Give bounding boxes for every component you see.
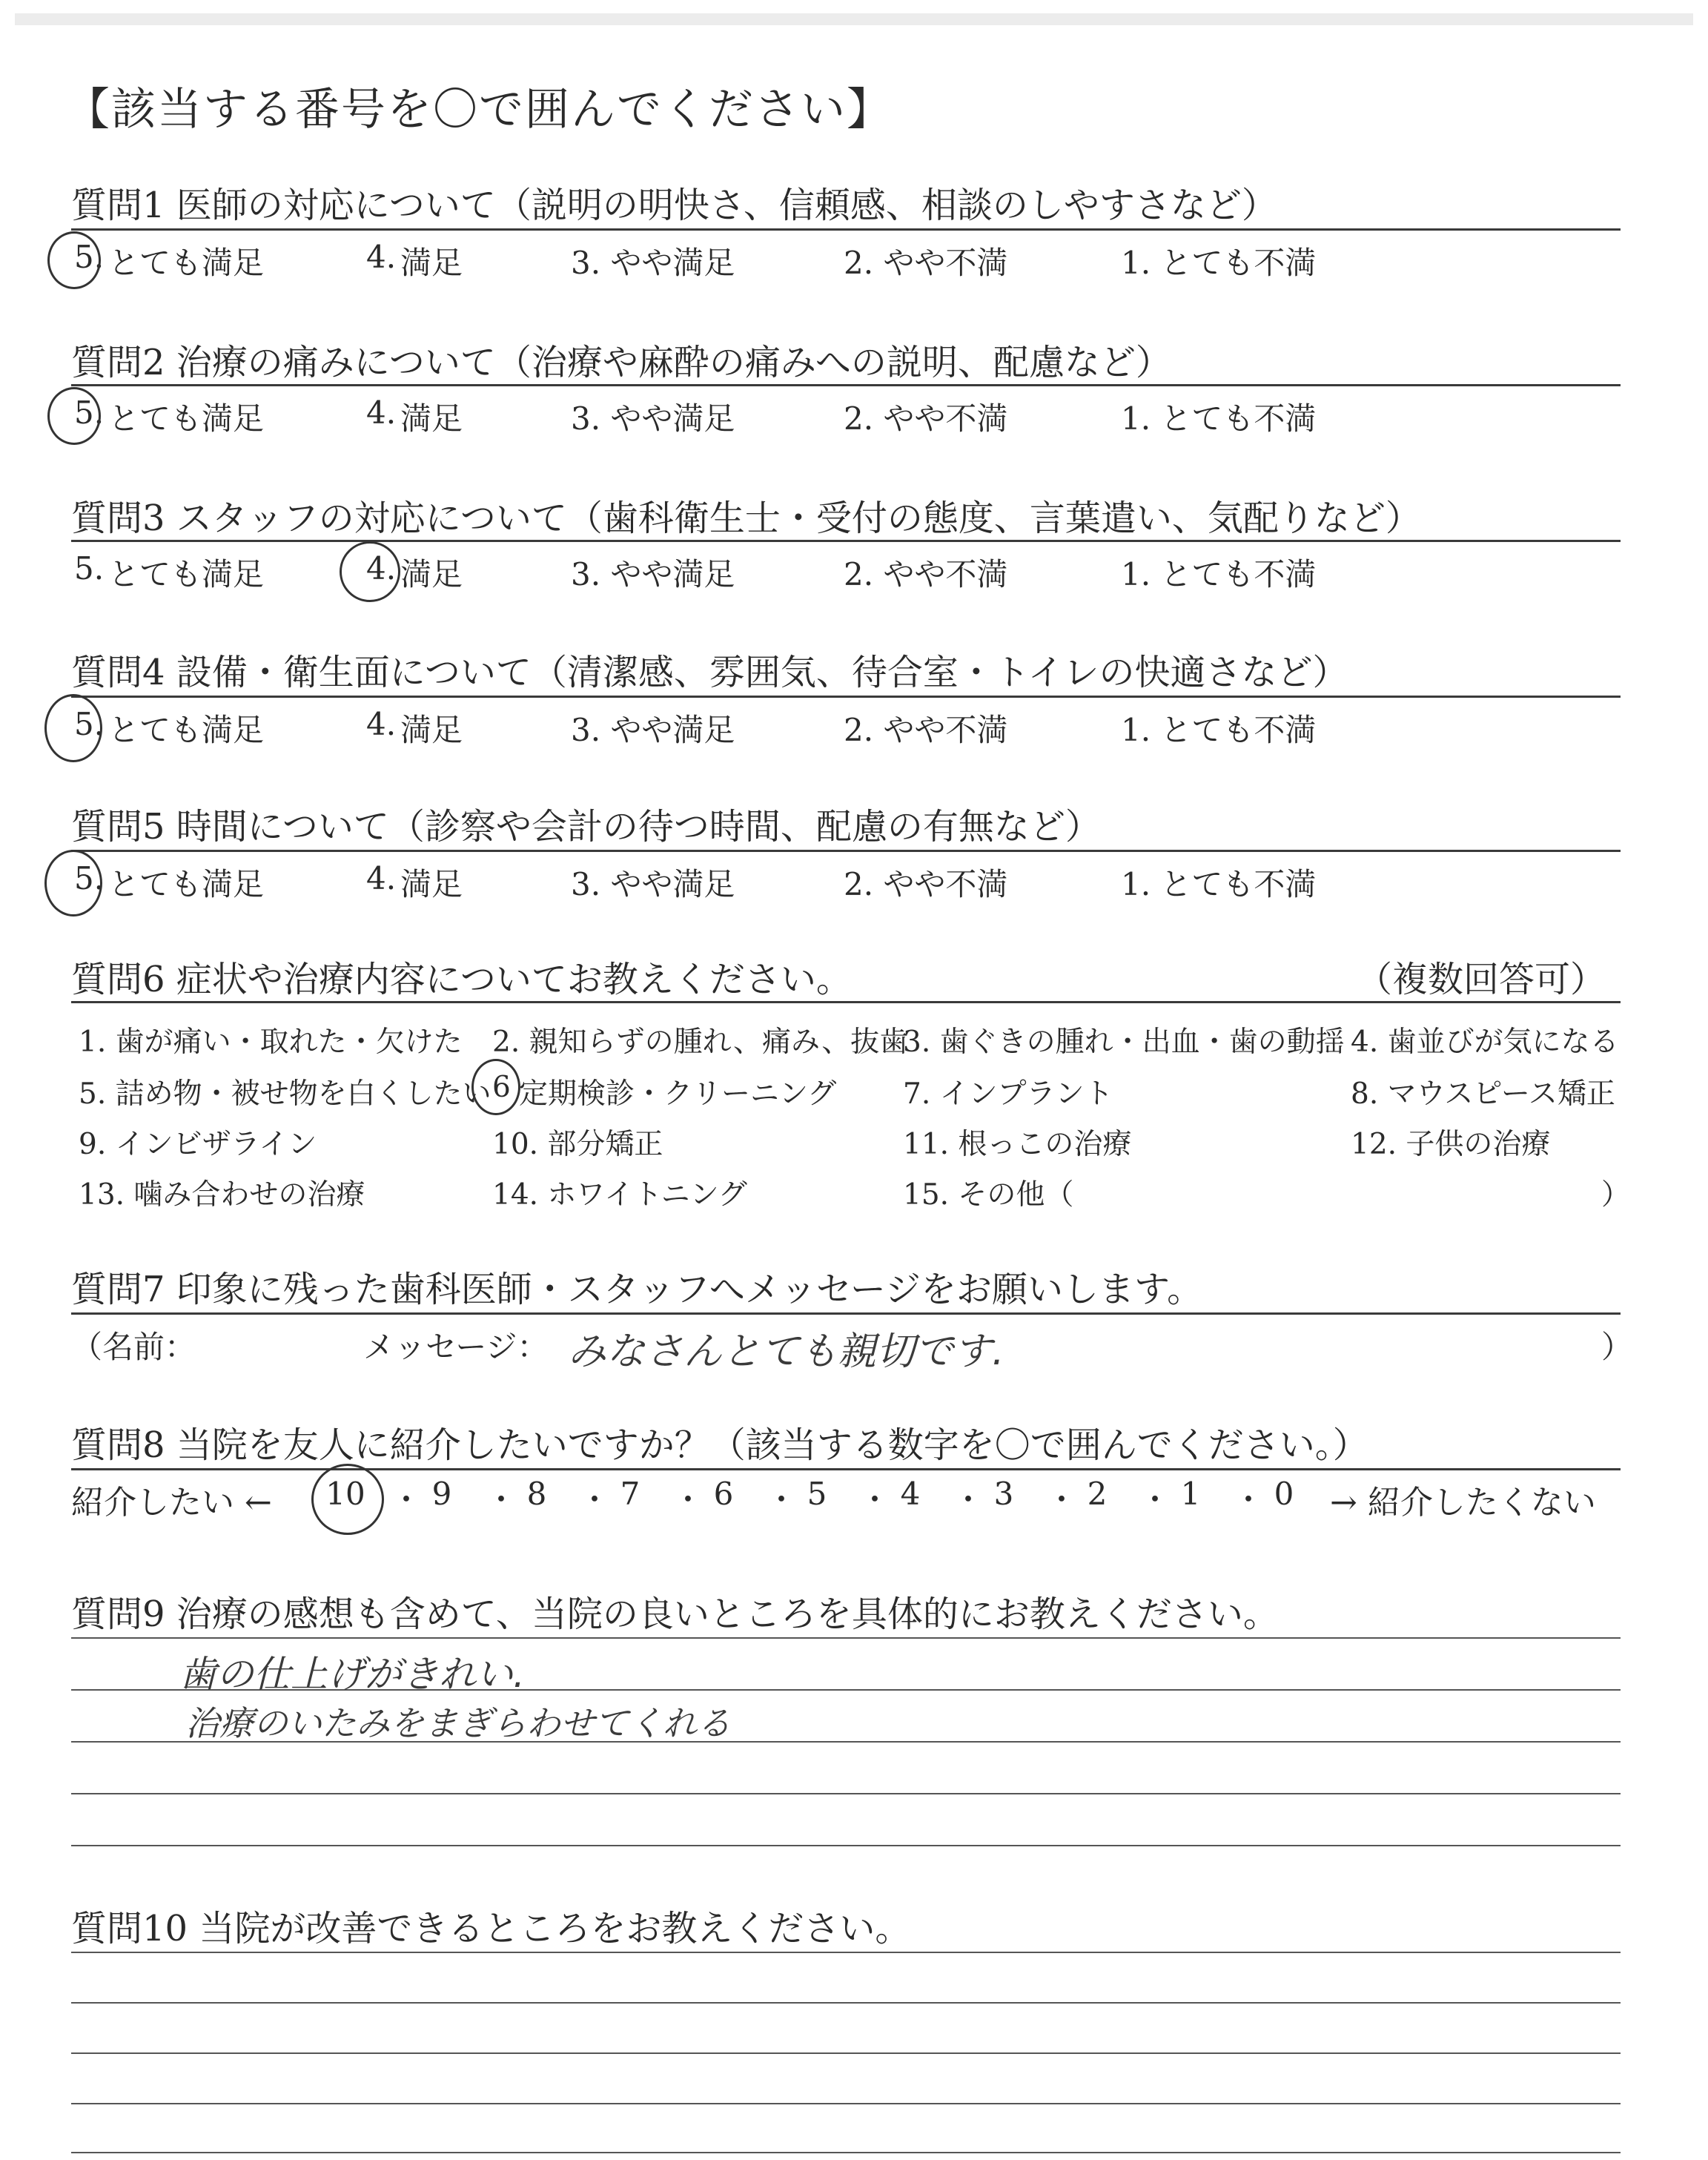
- q10-writing-line: [71, 2002, 1621, 2004]
- q7-message-label: メッセージ：: [363, 1329, 549, 1365]
- q2-option-4-label[interactable]: 満足: [400, 400, 463, 437]
- q8-left-label: 紹介したい ←: [71, 1484, 272, 1522]
- q3-title: 質問3 スタッフの対応について（歯科衛生士・受付の態度、言葉遣い、気配りなど）: [71, 498, 1421, 539]
- q6-option-10[interactable]: 10. 部分矯正: [492, 1128, 663, 1161]
- q8-selection-circle: [311, 1464, 384, 1535]
- q8-scale-3[interactable]: 3: [993, 1476, 1014, 1512]
- q8-separator: ・: [859, 1482, 891, 1518]
- q2-option-2[interactable]: 2. やや不満: [844, 400, 1008, 437]
- q5-option-1[interactable]: 1. とても不満: [1121, 866, 1317, 902]
- q1-option-5-label[interactable]: とても満足: [108, 245, 265, 281]
- q6-multi-answer-note: （複数回答可）: [1357, 959, 1606, 1000]
- q2-option-5-number[interactable]: 5.: [74, 394, 105, 431]
- q1-rule: [71, 228, 1621, 231]
- q8-scale-2[interactable]: 2: [1087, 1476, 1108, 1512]
- q3-selection-circle: [340, 541, 400, 602]
- q8-separator: ・: [1233, 1482, 1265, 1518]
- q9-writing-line: [71, 1793, 1621, 1794]
- q4-rule: [71, 696, 1621, 698]
- q5-title: 質問5 時間について（診察や会計の待つ時間、配慮の有無など）: [71, 806, 1101, 848]
- q6-option-3[interactable]: 3. 歯ぐきの腫れ・出血・歯の動揺: [903, 1025, 1345, 1059]
- q6-option-5[interactable]: 5. 詰め物・被せ物を白くしたい: [79, 1077, 491, 1111]
- q6-selection-circle: [471, 1059, 520, 1115]
- q5-option-4-number[interactable]: 4.: [366, 860, 397, 896]
- q4-option-4-label[interactable]: 満足: [400, 712, 463, 748]
- q4-option-4-number[interactable]: 4.: [366, 706, 397, 742]
- q2-option-3[interactable]: 3. やや満足: [571, 400, 735, 437]
- q8-rule: [71, 1468, 1621, 1470]
- q5-option-3[interactable]: 3. やや満足: [571, 866, 735, 902]
- q8-scale-7[interactable]: 7: [620, 1476, 640, 1512]
- q3-option-4-label[interactable]: 満足: [400, 556, 463, 592]
- q8-separator: ・: [1046, 1482, 1078, 1518]
- q6-other-close-paren: ）: [1601, 1178, 1631, 1212]
- q2-option-4-number[interactable]: 4.: [366, 394, 397, 431]
- q6-option-12[interactable]: 12. 子供の治療: [1351, 1128, 1551, 1161]
- q1-option-5-number[interactable]: 5.: [74, 239, 105, 275]
- q8-separator: ・: [953, 1482, 984, 1518]
- q8-scale-4[interactable]: 4: [900, 1476, 921, 1512]
- q4-selection-circle: [44, 694, 105, 762]
- q9-writing-line: [71, 1845, 1621, 1846]
- q1-option-1[interactable]: 1. とても不満: [1121, 245, 1317, 281]
- q8-scale-8[interactable]: 8: [526, 1476, 547, 1512]
- q4-option-3[interactable]: 3. やや満足: [571, 712, 735, 748]
- q3-rule: [71, 540, 1621, 542]
- q7-rule: [71, 1312, 1621, 1315]
- q10-title: 質問10 当院が改善できるところをお教えください。: [71, 1908, 911, 1949]
- q3-option-3[interactable]: 3. やや満足: [571, 556, 735, 592]
- q9-handwriting-line-1[interactable]: 歯の仕上げがきれい.: [179, 1653, 525, 1696]
- q5-selection-circle: [44, 850, 105, 916]
- q4-option-5-number[interactable]: 5.: [74, 706, 105, 742]
- q6-option-8[interactable]: 8. マウスピース矯正: [1351, 1077, 1615, 1111]
- q6-option-11[interactable]: 11. 根っこの治療: [903, 1128, 1132, 1161]
- q8-scale-6[interactable]: 6: [713, 1476, 734, 1512]
- q8-scale-0[interactable]: 0: [1274, 1476, 1294, 1512]
- page-heading: 【該当する番号を〇で囲んでください】: [65, 84, 893, 136]
- q2-rule: [71, 384, 1621, 386]
- q5-option-5-number[interactable]: 5.: [74, 860, 105, 896]
- q6-option-15[interactable]: 15. その他（: [903, 1178, 1074, 1212]
- q5-rule: [71, 850, 1621, 852]
- q6-option-6-label[interactable]: 定期検診・クリーニング: [519, 1077, 837, 1111]
- q4-option-1[interactable]: 1. とても不満: [1121, 712, 1317, 748]
- q7-title: 質問7 印象に残った歯科医師・スタッフへメッセージをお願いします。: [71, 1269, 1203, 1310]
- q9-title: 質問9 治療の感想も含めて、当院の良いところを具体的にお教えください。: [71, 1593, 1279, 1635]
- q8-scale-9[interactable]: 9: [431, 1476, 452, 1512]
- q3-option-5-number[interactable]: 5.: [74, 550, 105, 587]
- q8-separator: ・: [486, 1482, 517, 1518]
- q6-option-7[interactable]: 7. インプラント: [903, 1077, 1113, 1111]
- q4-option-2[interactable]: 2. やや不満: [844, 712, 1008, 748]
- q5-option-5-label[interactable]: とても満足: [108, 866, 265, 902]
- q2-title: 質問2 治療の痛みについて（治療や麻酔の痛みへの説明、配慮など）: [71, 342, 1171, 383]
- q8-scale-10[interactable]: 10: [325, 1476, 365, 1512]
- q1-option-4-number[interactable]: 4.: [366, 239, 397, 275]
- q7-close-paren: ）: [1601, 1329, 1633, 1365]
- q10-writing-line: [71, 1952, 1621, 1953]
- q7-message-handwriting[interactable]: みなさんとても親切です.: [568, 1330, 1004, 1374]
- q10-writing-line: [71, 2103, 1621, 2104]
- q5-option-2[interactable]: 2. やや不満: [844, 866, 1008, 902]
- q6-rule: [71, 1001, 1621, 1003]
- q6-option-4[interactable]: 4. 歯並びが気になる: [1351, 1025, 1619, 1059]
- q8-separator: ・: [1139, 1482, 1171, 1518]
- q8-scale-5[interactable]: 5: [807, 1476, 827, 1512]
- q9-handwriting-line-2[interactable]: 治療のいたみをまぎらわせてくれる: [185, 1703, 731, 1743]
- q2-selection-circle: [47, 387, 101, 445]
- q6-option-13[interactable]: 13. 噛み合わせの治療: [79, 1178, 365, 1212]
- q8-separator: ・: [579, 1482, 611, 1518]
- q4-title: 質問4 設備・衛生面について（清潔感、雰囲気、待合室・トイレの快適さなど）: [71, 652, 1348, 693]
- q8-title: 質問8 当院を友人に紹介したいですか？（該当する数字を〇で囲んでください。）: [71, 1424, 1368, 1466]
- q8-separator: ・: [672, 1482, 704, 1518]
- q8-right-label: → 紹介したくない: [1330, 1484, 1596, 1522]
- q6-option-6-number[interactable]: 6: [492, 1071, 511, 1104]
- q8-separator: ・: [766, 1482, 798, 1518]
- q6-option-2[interactable]: 2. 親知らずの腫れ、痛み、抜歯: [492, 1025, 909, 1059]
- q1-title: 質問1 医師の対応について（説明の明快さ、信頼感、相談のしやすさなど）: [71, 185, 1277, 226]
- q4-option-5-label[interactable]: とても満足: [108, 712, 265, 748]
- q1-option-4-label[interactable]: 満足: [400, 245, 463, 281]
- q1-option-3[interactable]: 3. やや満足: [571, 245, 735, 281]
- q8-separator: ・: [391, 1482, 423, 1518]
- q6-option-9[interactable]: 9. インビザライン: [79, 1128, 317, 1161]
- q7-name-label: （名前：: [71, 1329, 196, 1365]
- q6-option-1[interactable]: 1. 歯が痛い・取れた・欠けた: [79, 1025, 463, 1059]
- q5-option-4-label[interactable]: 満足: [400, 866, 463, 902]
- q9-writing-line: [71, 1637, 1621, 1639]
- scan-edge: [15, 13, 1693, 25]
- q3-option-1[interactable]: 1. とても不満: [1121, 556, 1317, 592]
- q2-option-5-label[interactable]: とても満足: [108, 400, 265, 437]
- q10-writing-line: [71, 2052, 1621, 2054]
- q8-scale-1[interactable]: 1: [1180, 1476, 1201, 1512]
- q3-option-5-label[interactable]: とても満足: [108, 556, 265, 592]
- q6-title: 質問6 症状や治療内容についてお教えください。: [71, 959, 852, 1000]
- q2-option-1[interactable]: 1. とても不満: [1121, 400, 1317, 437]
- q10-writing-line: [71, 2152, 1621, 2153]
- q1-option-2[interactable]: 2. やや不満: [844, 245, 1008, 281]
- q1-selection-circle: [47, 231, 101, 289]
- q6-option-14[interactable]: 14. ホワイトニング: [492, 1178, 747, 1212]
- q3-option-4-number[interactable]: 4.: [366, 550, 397, 587]
- q3-option-2[interactable]: 2. やや不満: [844, 556, 1008, 592]
